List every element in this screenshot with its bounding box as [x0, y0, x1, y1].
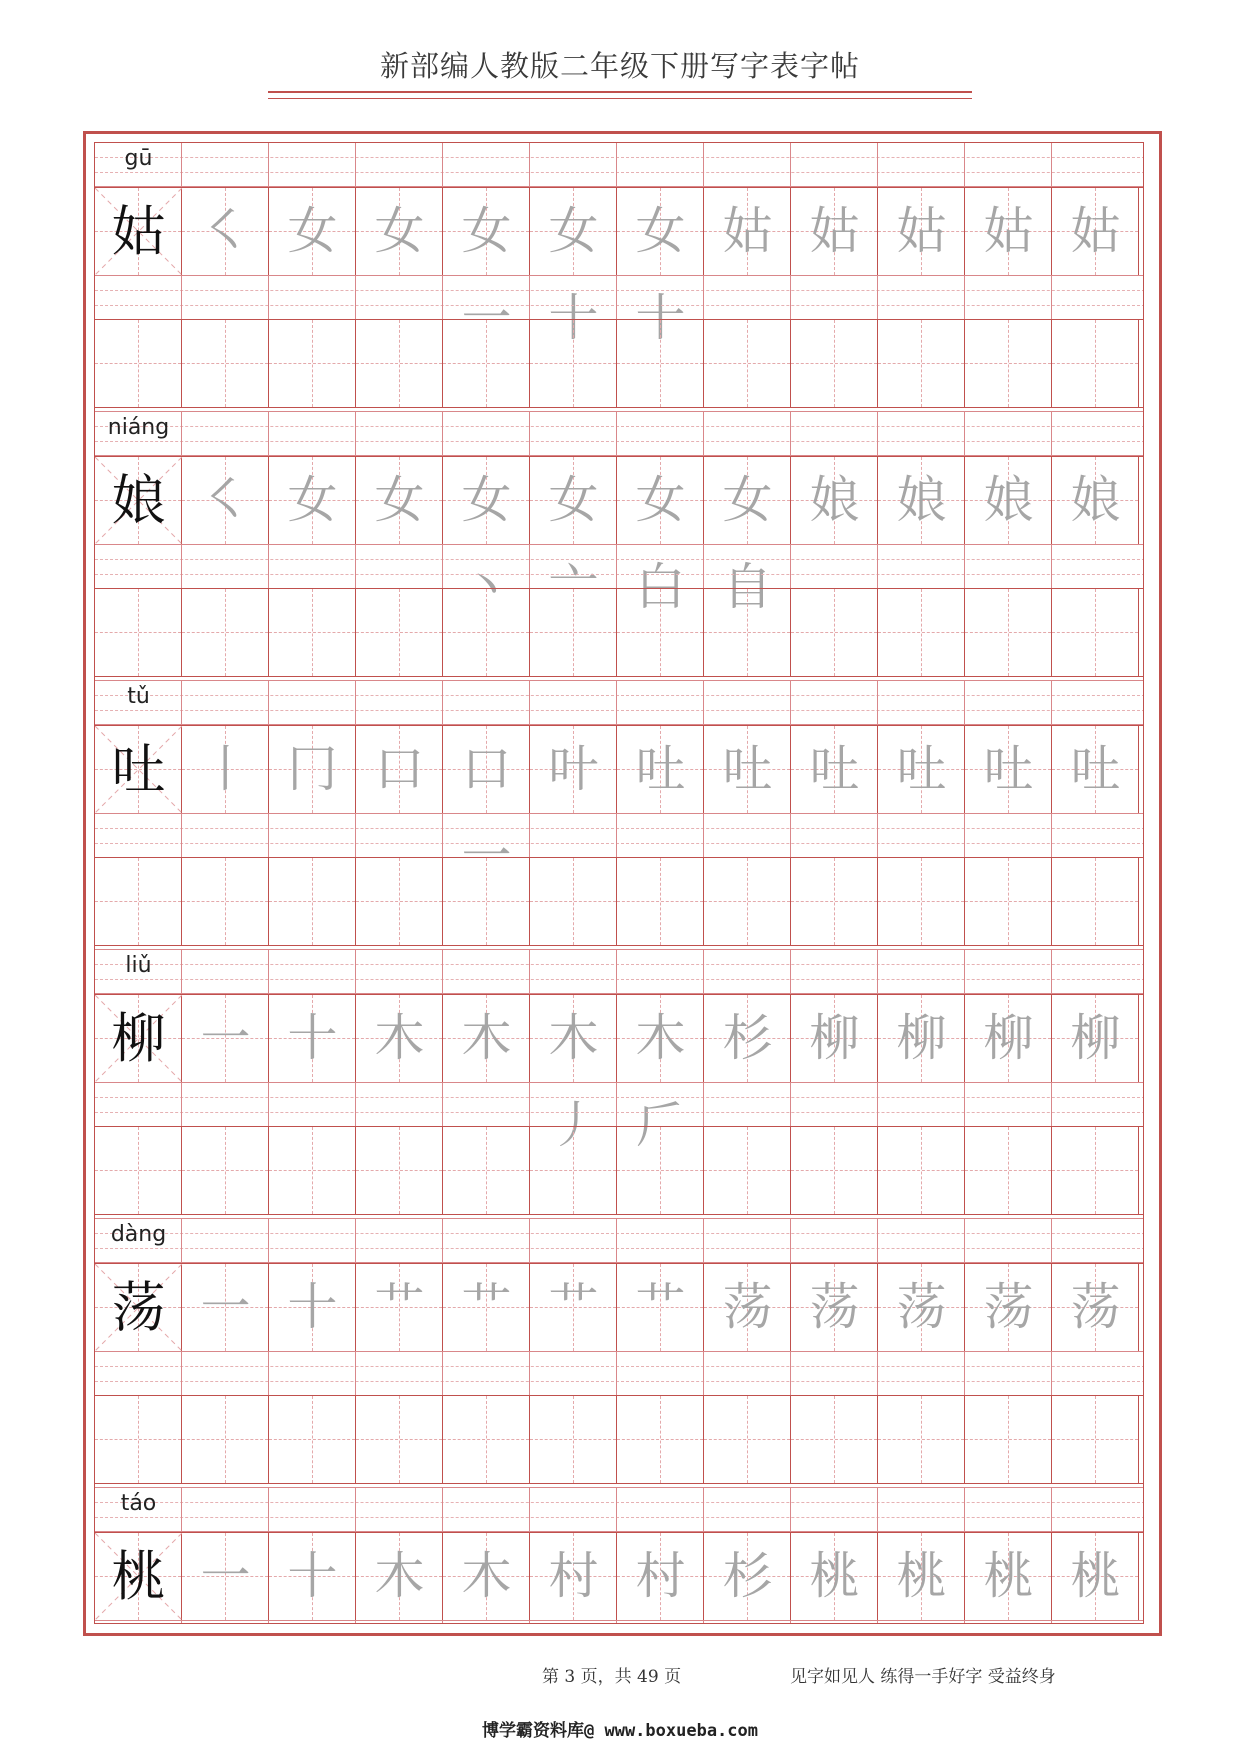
stroke-step: 杉 [722, 1547, 773, 1605]
stroke-step: 女 [374, 471, 425, 529]
stroke-step: 桃 [809, 1547, 860, 1605]
stroke-order-cell [791, 1533, 878, 1620]
blank-practice-cell[interactable] [704, 589, 791, 676]
stroke-order-cell [530, 457, 617, 616]
stroke-step: 姑 [809, 202, 860, 260]
blank-practice-cell[interactable] [617, 320, 704, 407]
stroke-order-cell [269, 726, 356, 813]
blank-practice-cell[interactable] [269, 858, 356, 945]
stroke-step: 艹 [374, 1278, 425, 1336]
blank-practice-cell[interactable] [530, 589, 617, 676]
stroke-step: 柳 [1070, 1009, 1121, 1067]
stroke-step: 柳 [809, 1009, 860, 1067]
blank-practice-cell[interactable] [791, 1396, 878, 1483]
blank-practice-cell[interactable] [443, 858, 530, 945]
model-character-cell [95, 457, 182, 544]
stroke-order-cell [356, 188, 443, 275]
blank-practice-cell[interactable] [95, 858, 182, 945]
stroke-step: 柳 [983, 1009, 1034, 1067]
character-block [95, 950, 1144, 1219]
stroke-order-cell [443, 1264, 530, 1351]
stroke-order-cell [1052, 1533, 1139, 1620]
stroke-order-cell [617, 457, 704, 616]
page-number: 第 3 页，共 49 页 [542, 1667, 682, 1687]
blank-practice-cell[interactable] [1052, 589, 1139, 676]
model-character: 娘 [111, 469, 166, 532]
stroke-step: 吐 [635, 740, 686, 798]
blank-practice-cell[interactable] [356, 589, 443, 676]
stroke-order-cell [878, 188, 965, 275]
stroke-order-cell [443, 188, 530, 347]
model-character: 桃 [111, 1545, 166, 1608]
stroke-step: 口一 [461, 740, 512, 885]
model-character-cell [95, 726, 182, 813]
stroke-step: 木 [374, 1547, 425, 1605]
footer-motto: 见字如见人 练得一手好字 受益终身 [790, 1667, 1056, 1687]
stroke-step: 女 [287, 202, 338, 260]
stroke-step: 十 [287, 1278, 338, 1336]
stroke-order-cell [965, 726, 1052, 813]
model-character: 姑 [111, 200, 166, 263]
blank-practice-cell[interactable] [965, 320, 1052, 407]
blank-practice-cell[interactable] [530, 1127, 617, 1214]
blank-practice-cell[interactable] [182, 320, 269, 407]
blank-practice-cell[interactable] [182, 858, 269, 945]
stroke-order-cell [356, 1533, 443, 1620]
pinyin-band [95, 949, 1144, 994]
stroke-step: 荡 [983, 1278, 1034, 1336]
blank-practice-cell[interactable] [269, 1127, 356, 1214]
pinyin-label: niáng [107, 415, 170, 440]
blank-practice-cell[interactable] [704, 1396, 791, 1483]
stroke-step: ㇛ [200, 471, 251, 529]
stroke-order-cell [1052, 995, 1139, 1082]
blank-practice-cell[interactable] [95, 589, 182, 676]
stroke-step: 一 [200, 1278, 251, 1336]
pinyin-label: tǔ [127, 684, 150, 709]
stroke-order-cell [1052, 1264, 1139, 1351]
stroke-order-cell [1052, 188, 1139, 275]
stroke-order-cell [878, 1533, 965, 1620]
stroke-order-cell [791, 1264, 878, 1351]
blank-practice-cell[interactable] [530, 858, 617, 945]
blank-practice-cell[interactable] [878, 1396, 965, 1483]
footer-site: 博学霸资料库@ www.boxueba.com [482, 1721, 758, 1741]
pinyin-label: táo [120, 1491, 157, 1516]
stroke-step: 杉 [722, 1009, 773, 1067]
stroke-step: 村 [635, 1547, 686, 1605]
blank-practice-cell[interactable] [878, 320, 965, 407]
stroke-order-cell [704, 457, 791, 616]
stroke-step: 女 [287, 471, 338, 529]
blank-practice-cell[interactable] [617, 858, 704, 945]
stroke-order-cell [704, 1533, 791, 1620]
pinyin-band [95, 411, 1144, 456]
pinyin-label: dàng [110, 1222, 167, 1247]
stroke-step: 女 [374, 202, 425, 260]
stroke-step: 村 [548, 1547, 599, 1605]
spacer-band [95, 1351, 1144, 1396]
stroke-order-cell [356, 995, 443, 1082]
blank-practice-cell[interactable] [791, 858, 878, 945]
stroke-step: 一 [200, 1009, 251, 1067]
stroke-step: 娘 [809, 471, 860, 529]
spacer-band [95, 275, 1144, 320]
stroke-order-cell [1052, 726, 1139, 813]
stroke-step: 桃 [1070, 1547, 1121, 1605]
stroke-order-cell [182, 726, 269, 813]
stroke-order-cell [704, 188, 791, 275]
practice-row [95, 1395, 1144, 1484]
stroke-step: 口 [374, 740, 425, 798]
stroke-order-cell [617, 995, 704, 1154]
blank-practice-cell[interactable] [965, 858, 1052, 945]
stroke-order-cell [182, 1264, 269, 1351]
blank-practice-cell[interactable] [443, 1127, 530, 1214]
stroke-step: 荡 [896, 1278, 947, 1336]
stroke-order-cell [269, 995, 356, 1082]
model-character-cell [95, 995, 182, 1082]
blank-practice-cell[interactable] [182, 1396, 269, 1483]
stroke-step: 柳 [896, 1009, 947, 1067]
stroke-order-cell [617, 726, 704, 813]
character-block [95, 143, 1144, 412]
stroke-order-cell [530, 1533, 617, 1620]
stroke-order-row [95, 456, 1144, 616]
blank-practice-cell[interactable] [95, 320, 182, 407]
stroke-order-row [95, 994, 1144, 1154]
stroke-step: 姑 [1070, 202, 1121, 260]
blank-practice-cell[interactable] [965, 1396, 1052, 1483]
stroke-order-cell [704, 995, 791, 1082]
stroke-order-cell [443, 995, 530, 1082]
character-block [95, 412, 1144, 681]
pinyin-band [95, 680, 1144, 725]
stroke-order-cell [878, 995, 965, 1082]
stroke-order-cell [791, 995, 878, 1082]
blank-practice-cell[interactable] [791, 589, 878, 676]
blank-practice-cell[interactable] [704, 1127, 791, 1214]
stroke-step: 吐 [1070, 740, 1121, 798]
stroke-step: 女一 [461, 202, 512, 347]
stroke-order-cell [965, 457, 1052, 544]
blank-practice-cell[interactable] [1052, 1396, 1139, 1483]
stroke-order-cell [791, 726, 878, 813]
blank-practice-cell[interactable] [269, 589, 356, 676]
stroke-step: 荡 [1070, 1278, 1121, 1336]
pinyin-band [95, 1487, 1144, 1532]
practice-row [95, 857, 1144, 946]
stroke-order-cell [791, 457, 878, 544]
spacer-band [95, 544, 1144, 589]
stroke-order-row [95, 725, 1144, 885]
stroke-order-cell [182, 995, 269, 1082]
stroke-order-cell [617, 1264, 704, 1351]
stroke-step: 叶 [548, 740, 599, 798]
character-block [95, 681, 1144, 950]
stroke-step: 吐 [809, 740, 860, 798]
stroke-order-cell [704, 726, 791, 813]
stroke-order-cell [356, 726, 443, 813]
blank-practice-cell[interactable] [182, 1127, 269, 1214]
stroke-order-cell [530, 1264, 617, 1351]
stroke-step: 木 [374, 1009, 425, 1067]
stroke-step: 娘 [896, 471, 947, 529]
blank-practice-cell[interactable] [269, 1396, 356, 1483]
stroke-order-cell [269, 457, 356, 544]
blank-practice-cell[interactable] [704, 858, 791, 945]
stroke-step: 丨 [200, 740, 251, 798]
blank-practice-cell[interactable] [617, 1127, 704, 1214]
stroke-step: 女白 [635, 471, 686, 616]
blank-practice-cell[interactable] [95, 1396, 182, 1483]
blank-practice-cell[interactable] [1052, 858, 1139, 945]
stroke-step: 十 [287, 1547, 338, 1605]
blank-practice-cell[interactable] [356, 1396, 443, 1483]
stroke-order-cell [443, 1533, 530, 1620]
blank-practice-cell[interactable] [530, 1396, 617, 1483]
stroke-order-cell [356, 1264, 443, 1351]
model-character: 柳 [111, 1007, 166, 1070]
blank-practice-cell[interactable] [95, 1127, 182, 1214]
model-character: 吐 [111, 738, 166, 801]
blank-practice-cell[interactable] [965, 589, 1052, 676]
stroke-step: 桃 [896, 1547, 947, 1605]
blank-practice-cell[interactable] [878, 858, 965, 945]
stroke-step: 姑 [896, 202, 947, 260]
stroke-order-row [95, 1263, 1144, 1352]
stroke-order-cell [878, 1264, 965, 1351]
stroke-step: 桃 [983, 1547, 1034, 1605]
stroke-order-cell [965, 995, 1052, 1082]
blank-practice-cell[interactable] [356, 1127, 443, 1214]
stroke-order-cell [269, 1533, 356, 1620]
blank-practice-cell[interactable] [878, 1127, 965, 1214]
stroke-step: 吐 [896, 740, 947, 798]
blank-practice-cell[interactable] [269, 320, 356, 407]
blank-practice-cell[interactable] [617, 589, 704, 676]
stroke-step: 女丶 [461, 471, 512, 616]
stroke-order-cell [965, 1264, 1052, 1351]
stroke-order-cell [182, 457, 269, 544]
stroke-order-cell [443, 457, 530, 616]
blank-practice-cell[interactable] [443, 320, 530, 407]
stroke-step: 荡 [809, 1278, 860, 1336]
blank-practice-cell[interactable] [530, 320, 617, 407]
stroke-step: 艹 [461, 1278, 512, 1336]
stroke-order-cell [878, 457, 965, 544]
stroke-order-cell [443, 726, 530, 885]
blank-practice-cell[interactable] [356, 858, 443, 945]
pinyin-band [95, 142, 1144, 187]
stroke-order-cell [965, 188, 1052, 275]
stroke-step: 吐 [722, 740, 773, 798]
blank-practice-cell[interactable] [878, 589, 965, 676]
practice-row [95, 319, 1144, 408]
stroke-step: 女十 [635, 202, 686, 347]
stroke-order-row [95, 187, 1144, 347]
page-title: 新部编人教版二年级下册写字表字帖 [379, 49, 860, 83]
model-character-cell [95, 1533, 182, 1620]
stroke-step: 十 [287, 1009, 338, 1067]
stroke-order-row [95, 1532, 1144, 1621]
title-underline [268, 91, 972, 93]
blank-practice-cell[interactable] [617, 1396, 704, 1483]
stroke-step: ㇛ [200, 202, 251, 260]
stroke-order-cell [878, 726, 965, 813]
character-block [95, 1488, 1144, 1624]
spacer-band [95, 1620, 1144, 1624]
stroke-step: 木丿 [548, 1009, 599, 1154]
title-underline-thin [268, 98, 972, 99]
stroke-step: 木 [461, 1009, 512, 1067]
practice-grid [94, 142, 1144, 1624]
stroke-step: 吐 [983, 740, 1034, 798]
stroke-step: 娘 [1070, 471, 1121, 529]
spacer-band [95, 813, 1144, 858]
model-character-cell [95, 188, 182, 275]
stroke-step: 冂 [287, 740, 338, 798]
stroke-order-cell [269, 188, 356, 275]
stroke-step: 艹 [635, 1278, 686, 1336]
stroke-order-cell [617, 1533, 704, 1620]
pinyin-label: liǔ [125, 953, 152, 978]
stroke-step: 姑 [722, 202, 773, 260]
stroke-step: 姑 [983, 202, 1034, 260]
stroke-step: 艹 [548, 1278, 599, 1336]
stroke-step: 荡 [722, 1278, 773, 1336]
stroke-order-cell [617, 188, 704, 347]
stroke-order-cell [791, 188, 878, 275]
model-character: 荡 [111, 1276, 166, 1339]
character-block [95, 1219, 1144, 1488]
stroke-order-cell [1052, 457, 1139, 544]
practice-row [95, 1126, 1144, 1215]
stroke-order-cell [530, 995, 617, 1154]
blank-practice-cell[interactable] [443, 1396, 530, 1483]
stroke-order-cell [182, 1533, 269, 1620]
stroke-order-cell [269, 1264, 356, 1351]
blank-practice-cell[interactable] [965, 1127, 1052, 1214]
blank-practice-cell[interactable] [1052, 1127, 1139, 1214]
stroke-order-cell [530, 726, 617, 813]
stroke-order-cell [356, 457, 443, 544]
stroke-order-cell [182, 188, 269, 275]
stroke-order-cell [704, 1264, 791, 1351]
stroke-step: 女十 [548, 202, 599, 347]
stroke-step: 女自 [722, 471, 773, 616]
blank-practice-cell[interactable] [791, 1127, 878, 1214]
blank-practice-cell[interactable] [704, 320, 791, 407]
stroke-step: 一 [200, 1547, 251, 1605]
stroke-step: 木𠂆 [635, 1009, 686, 1154]
pinyin-band [95, 1218, 1144, 1263]
spacer-band [95, 1082, 1144, 1127]
pinyin-label: gū [124, 146, 153, 171]
stroke-order-cell [530, 188, 617, 347]
stroke-step: 木 [461, 1547, 512, 1605]
blank-practice-cell[interactable] [443, 589, 530, 676]
model-character-cell [95, 1264, 182, 1351]
blank-practice-cell[interactable] [1052, 320, 1139, 407]
stroke-step: 女亠 [548, 471, 599, 616]
stroke-order-cell [965, 1533, 1052, 1620]
stroke-step: 娘 [983, 471, 1034, 529]
blank-practice-cell[interactable] [356, 320, 443, 407]
practice-row [95, 588, 1144, 677]
blank-practice-cell[interactable] [791, 320, 878, 407]
blank-practice-cell[interactable] [182, 589, 269, 676]
